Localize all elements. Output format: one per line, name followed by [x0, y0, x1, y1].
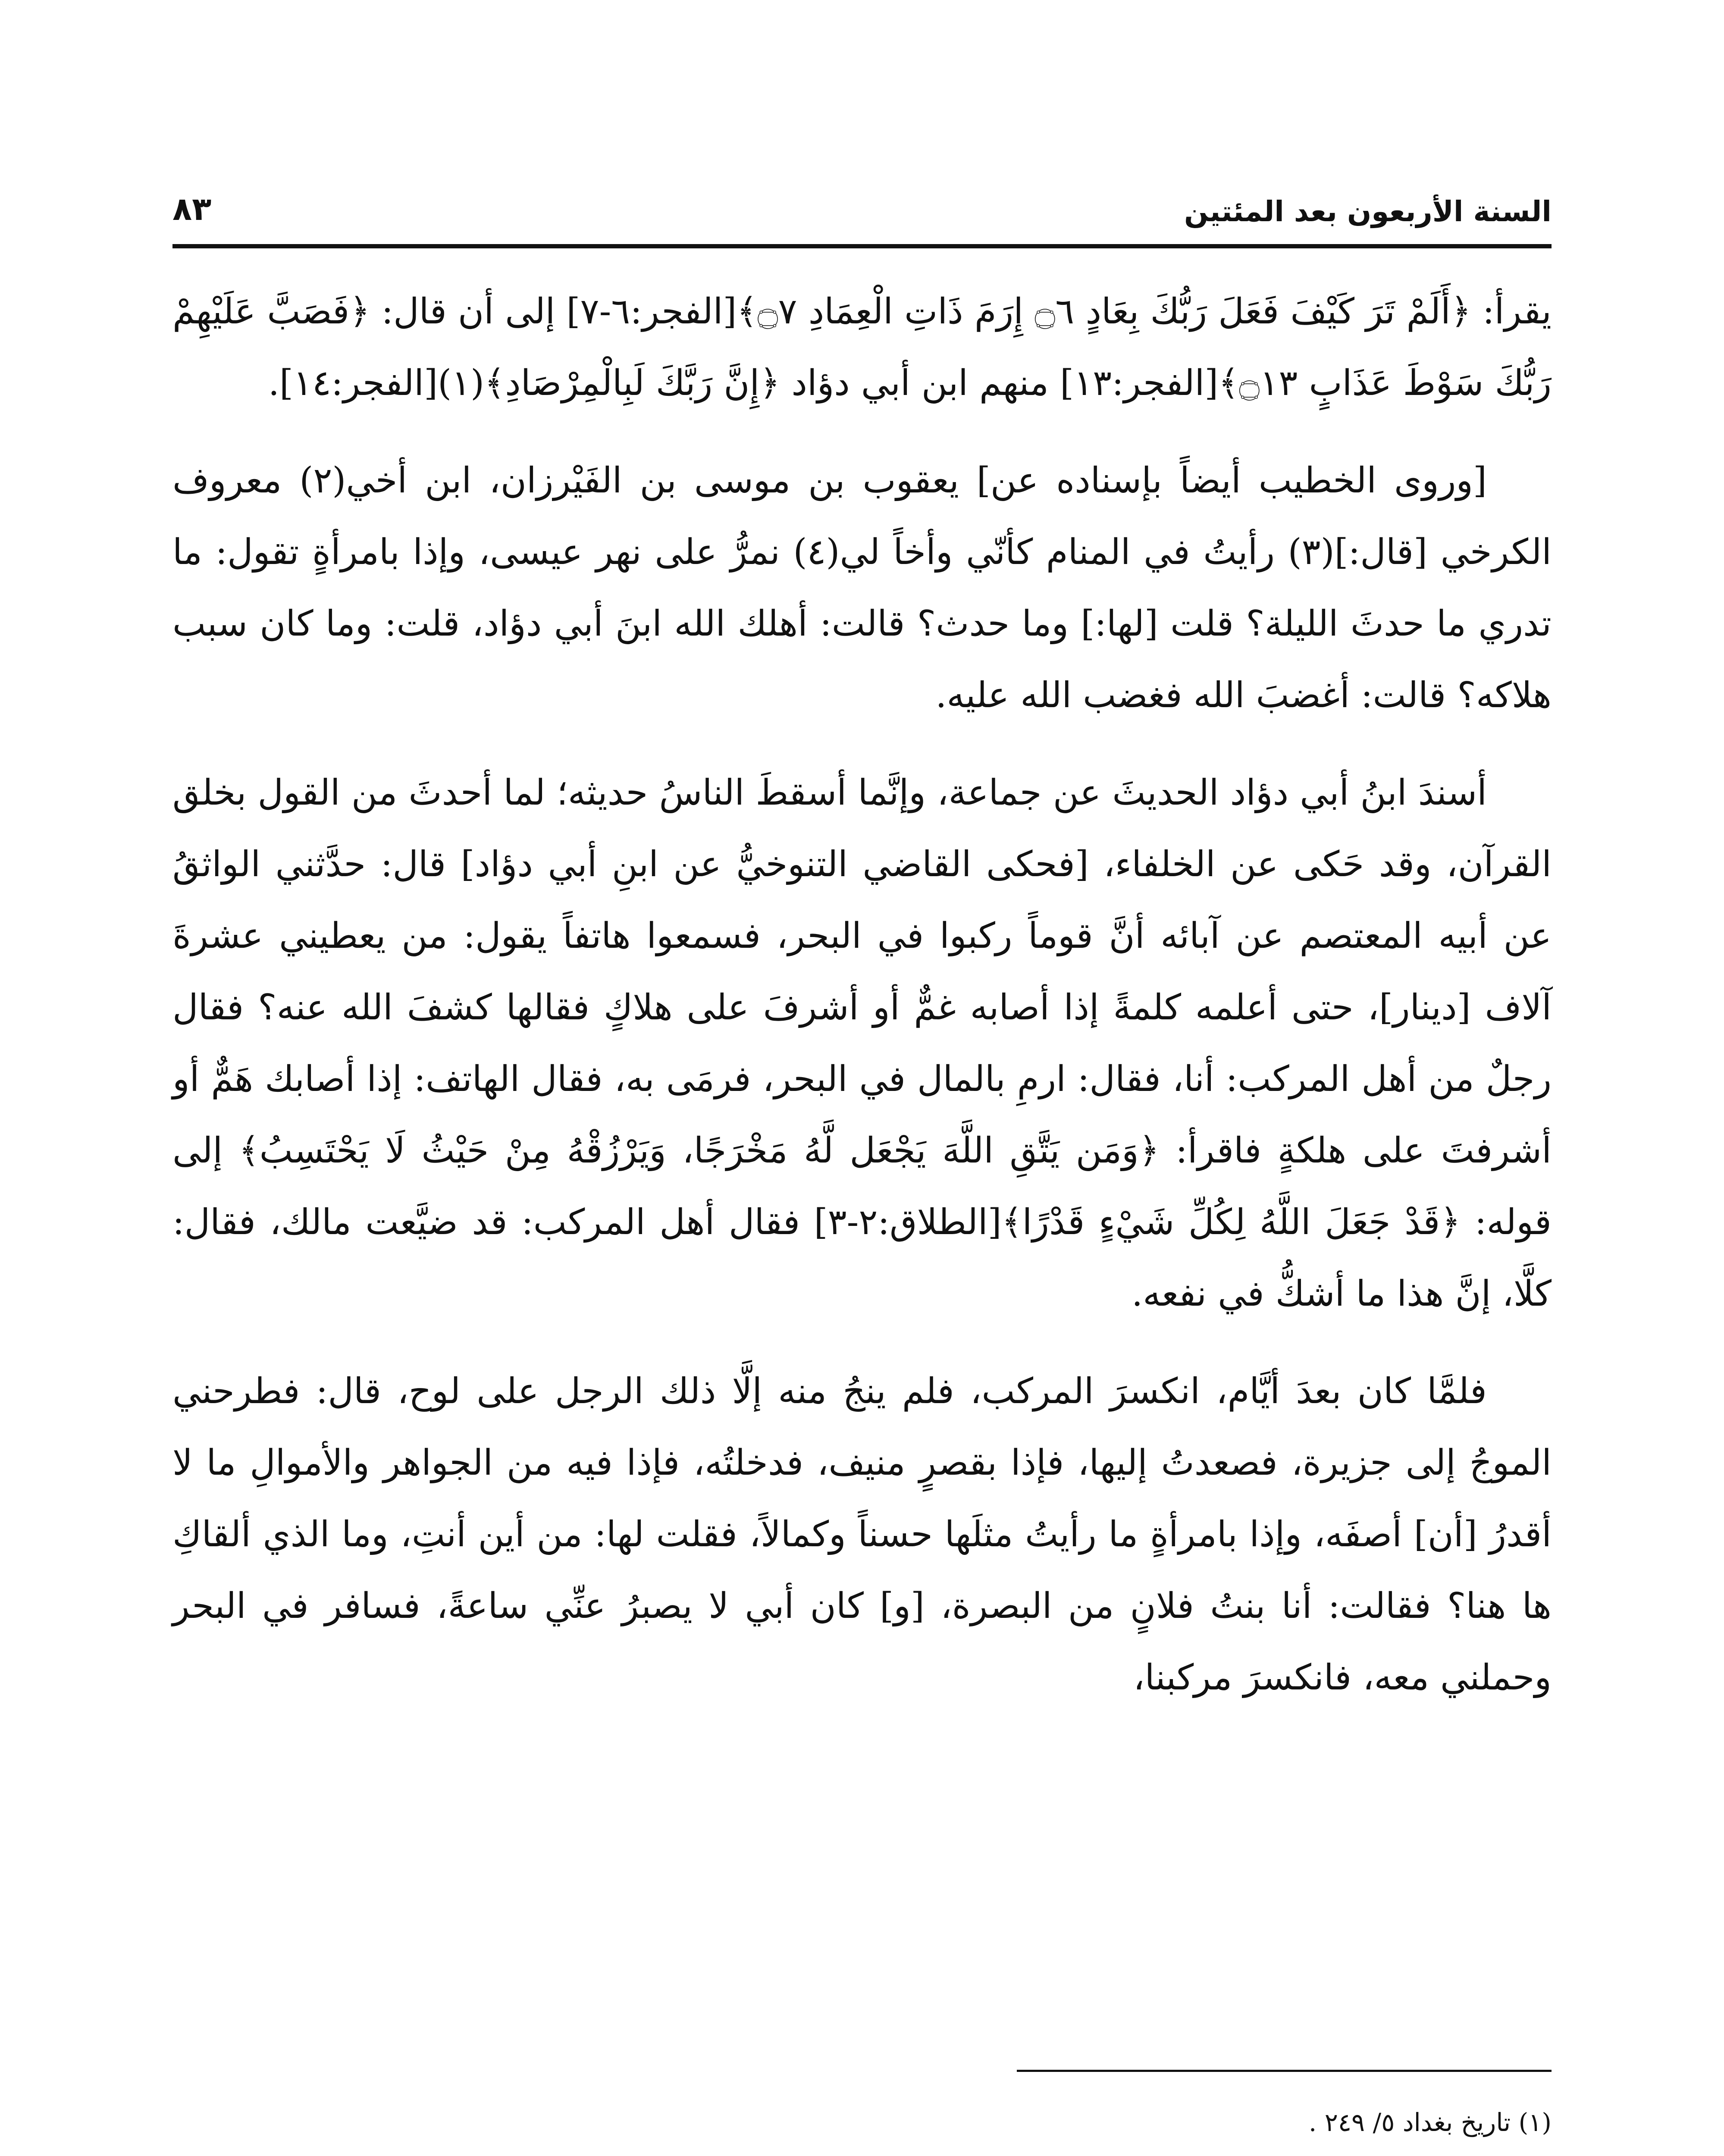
footnote-divider	[1017, 2070, 1552, 2072]
page-header	[172, 172, 1552, 229]
page-number: ٨٣	[172, 191, 212, 228]
running-title: السنة الأربعون بعد المئتين	[1184, 194, 1552, 228]
paragraph-3: أسندَ ابنُ أبي دؤاد الحديثَ عن جماعة، وإنَّما أسقطَ الناسُ حديثه؛ لما أحدثَ من القول بخلق القرآن، وقد حَكى عن الخلفاء، [فحكى القاضي التنوخيُّ عن ابنِ أبي دؤاد] قال: حدَّثني الواثقُ عن أبيه المعتصم عن آبائه أنَّ قوماً ركبوا في البحر، فسمعوا هاتفاً يقول: من يعطيني عشرةَ آلاف [دينار]، حتى أعلمه كلمةً إذا أصابه غمٌّ أو أشرفَ على هلاكٍ فقالها كشفَ الله عنه؟ فقال رجلٌ من أهل المركب: أنا، فقال: ارمِ بالمال في البحر، فرمَى به، فقال الهاتف: إذا أصابك هَمٌّ أو أشرفتَ على هلكةٍ فاقرأ: ﴿وَمَن يَتَّقِ اللَّهَ يَجْعَل لَّهُ مَخْرَجًا، وَيَرْزُقْهُ مِنْ حَيْثُ لَا يَحْتَسِبُ﴾ إلى قوله: ﴿قَدْ جَعَلَ اللَّهُ لِكُلِّ شَيْءٍ قَدْرًا﴾[الطلاق:٢-٣] فقال أهل المركب: قد ضيَّعت مالك، فقال: كلَّا، إنَّ هذا ما أشكُّ في نفعه.	[172, 772, 1552, 1314]
footnote-2	[172, 2152, 1552, 2156]
main-text	[172, 276, 1552, 1739]
footnote-1: (١) تاريخ بغداد ٥/ ٢٤٩ .	[1308, 2108, 1552, 2137]
footnotes	[172, 2100, 1552, 2156]
paragraph-4: فلمَّا كان بعدَ أيَّام، انكسرَ المركب، فلم ينجُ منه إلَّا ذلك الرجل على لوح، قال: فطرحني الموجُ إلى جزيرة، فصعدتُ إليها، فإذا بقصرٍ منيف، فدخلتُه، فإذا فيه من الجواهر والأموالِ ما لا أقدرُ [أن] أصفَه، وإذا بامرأةٍ ما رأيتُ مثلَها حسناً وكمالاً، فقلت لها: من أين أنتِ، وما الذي ألقاكِ ها هنا؟ فقالت: أنا بنتُ فلانٍ من البصرة، [و] كان أبي لا يصبرُ عنِّي ساعةً، فسافر في البحر وحملني معه، فانكسرَ مركبنا،	[172, 1371, 1552, 1698]
header-divider	[172, 244, 1552, 248]
paragraph-1: يقرأ: ﴿أَلَمْ تَرَ كَيْفَ فَعَلَ رَبُّكَ بِعَادٍ ۝٦ إِرَمَ ذَاتِ الْعِمَادِ ۝٧﴾[الفجر:٦-٧] إلى أن قال: ﴿فَصَبَّ عَلَيْهِمْ رَبُّكَ سَوْطَ عَذَابٍ ۝١٣﴾[الفجر:١٣] منهم ابن أبي دؤاد ﴿إِنَّ رَبَّكَ لَبِالْمِرْصَادِ﴾(١)[الفجر:١٤].	[172, 291, 1552, 404]
paragraph-2: [وروى الخطيب أيضاً بإسناده عن] يعقوب بن موسى بن الفَيْرزان، ابن أخي(٢) معروف الكرخي [قال:](٣) رأيتُ في المنام كأنّي وأخاً لي(٤) نمرُّ على نهر عيسى، وإذا بامرأةٍ تقول: ما تدري ما حدثَ الليلة؟ قلت [لها:] وما حدث؟ قالت: أهلك الله ابنَ أبي دؤاد، قلت: وما كان سبب هلاكه؟ قالت: أغضبَ الله فغضب الله عليه.	[172, 460, 1552, 716]
